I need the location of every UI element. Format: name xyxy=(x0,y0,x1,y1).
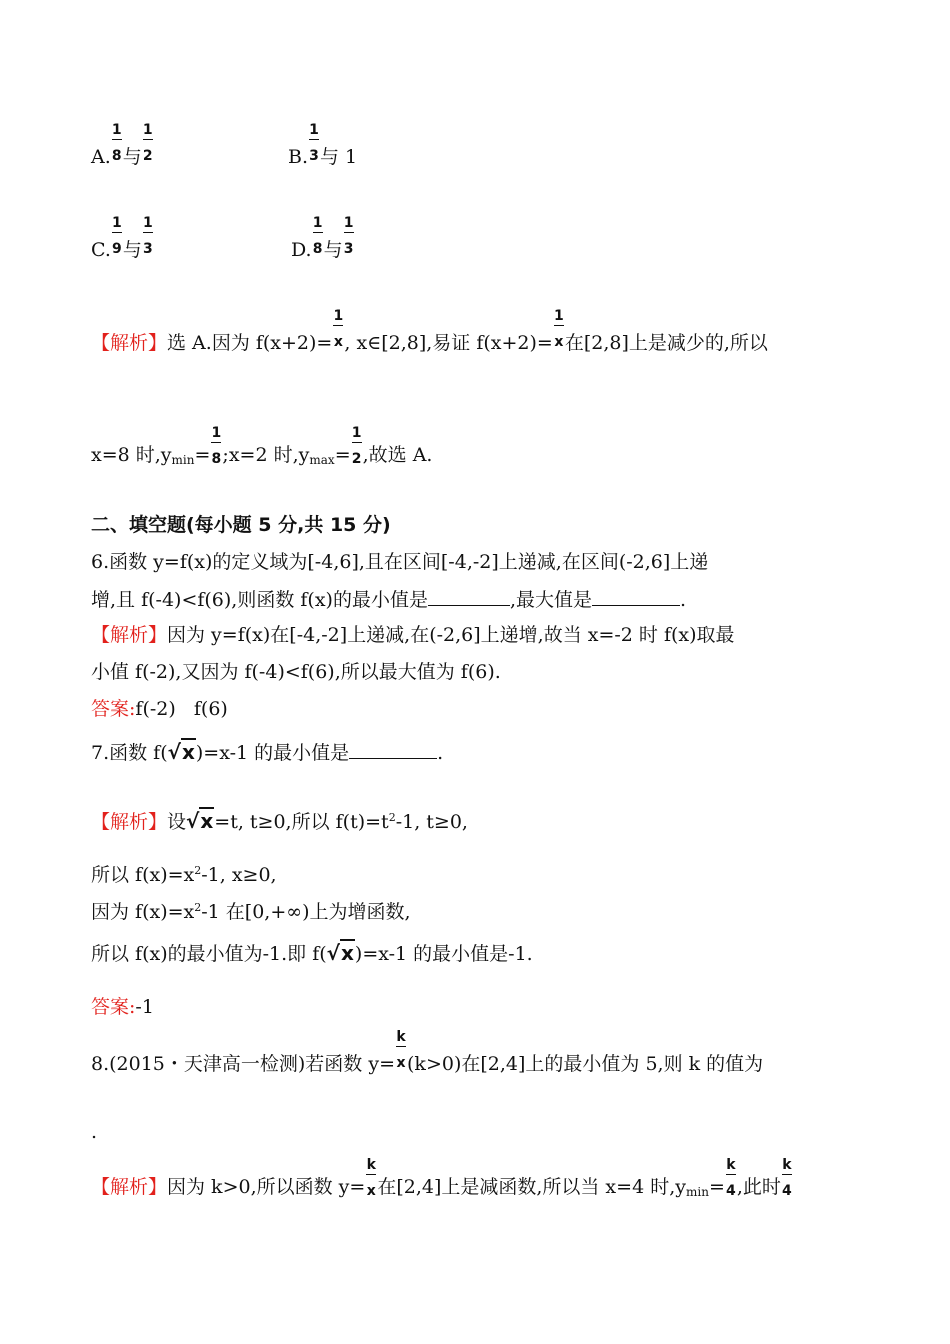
answer-label: 答案: xyxy=(91,698,136,720)
fraction: $\frac{1}{2}$ xyxy=(351,425,362,467)
fraction: $\frac{1}{8}$ xyxy=(312,215,323,257)
analysis-tag: 【解析】 xyxy=(91,811,168,833)
q7-analysis-line4: 所以 f(x)的最小值为-1.即 f(√x)=x-1 的最小值是-1. xyxy=(91,941,533,965)
q6-analysis-line2: 小值 f(-2),又因为 f(-4)<f(6),所以最大值为 f(6). xyxy=(91,661,501,683)
q7-answer xyxy=(91,995,154,1019)
q7-line1: 7.函数 f(√x)=x-1 的最小值是 . xyxy=(91,740,444,764)
sqrt-expression: √x xyxy=(326,941,354,965)
q6-answer xyxy=(91,697,228,721)
fraction: $\frac{1}{3}$ xyxy=(143,215,153,257)
q7-analysis-line3: 因为 $f(x)=x^2-1$ 在[0,+∞)上为增函数, xyxy=(91,901,411,923)
q6-line2: 增,且 f(-4)<f(6),则函数 f(x)的最小值是 ,最大值是 . xyxy=(91,589,687,611)
answer-value: f(-2) f(6) xyxy=(135,698,228,720)
answer-value: -1 xyxy=(135,996,154,1018)
sqrt-expression: √x xyxy=(186,809,214,833)
q8-line1: 8.(2015・天津高一检测)若函数 y= $\frac{k}{x}$ (k>0)在[2,4]上的最小值为 5,则 k 的值为 xyxy=(91,1029,764,1075)
fraction: $\frac{1}{8}$ xyxy=(111,122,122,164)
sqrt-expression: √x xyxy=(167,740,195,764)
fraction: $\frac{1}{9}$ xyxy=(112,215,122,257)
fraction: $\frac{1}{x}$ xyxy=(553,308,564,350)
fraction: $\frac{k}{x}$ xyxy=(396,1029,406,1071)
option-a: A. $\frac{1}{8}$ 与 $\frac{1}{2}$ xyxy=(91,122,153,168)
q6-line1: 6.函数 y=f(x)的定义域为[-4,6],且在区间[-4,-2]上递减,在区间(-2,6]上递 xyxy=(91,551,709,573)
option-d-label: D. xyxy=(291,239,312,261)
option-b-label: B. xyxy=(288,146,309,168)
answer-label: 答案: xyxy=(91,996,136,1018)
analysis-tag: 【解析】 xyxy=(91,332,168,354)
option-c: C. $\frac{1}{9}$ 与 $\frac{1}{3}$ xyxy=(91,215,153,261)
analysis-tag: 【解析】 xyxy=(91,1176,168,1198)
answer-blank[interactable] xyxy=(349,740,437,759)
q8-analysis-line1: 【解析】因为 k>0,所以函数 y= $\frac{k}{x}$ 在[2,4]上是减函数,所以当 x=4 时$,y_{min}=$ $\frac{k}{4}$ ,此时 $\frac{k}{4}$ xyxy=(91,1175,793,1204)
analysis-tag: 【解析】 xyxy=(91,624,168,646)
q6-analysis-line1: 【解析】因为 y=f(x)在[-4,-2]上递减,在(-2,6]上递增,故当 x=-2 时 f(x)取最 xyxy=(91,624,735,646)
fraction: $\frac{k}{x}$ xyxy=(366,1157,376,1199)
option-b: B. $\frac{1}{3}$ 与 1 xyxy=(288,122,358,168)
answer-blank[interactable] xyxy=(428,587,510,606)
option-d: D. $\frac{1}{8}$ 与 $\frac{1}{3}$ xyxy=(291,215,354,261)
option-a-label: A. xyxy=(91,146,111,168)
fraction: $\frac{1}{x}$ xyxy=(333,308,344,350)
q7-analysis-line2: 所以 $f(x)=x^2-1$, x≥0, xyxy=(91,864,277,886)
fraction: $\frac{1}{2}$ xyxy=(142,122,153,164)
fraction: $\frac{1}{3}$ xyxy=(343,215,354,257)
q7-analysis-line1: 【解析】设√x=t, t≥0,所以 $f(t)=t^2-1$, t≥0, xyxy=(91,809,468,833)
fraction: $\frac{k}{4}$ xyxy=(782,1157,792,1199)
fraction: $\frac{1}{8}$ xyxy=(211,425,222,467)
option-c-label: C. xyxy=(91,239,111,261)
q5-analysis-line2: x=8 时$,y_{min}=$ $\frac{1}{8}$ ;x=2 时$,y_{max}=$ $\frac{1}{2}$ ,故选 A. xyxy=(91,443,432,472)
fraction: $\frac{k}{4}$ xyxy=(725,1157,736,1199)
section-heading: 二、填空题(每小题 5 分,共 15 分) xyxy=(91,514,391,536)
q5-analysis-line1: 【解析】选 A.因为 f(x+2)= $\frac{1}{x}$ , x∈[2,8],易证 f(x+2)= $\frac{1}{x}$ 在[2,8]上是减少的,所以 xyxy=(91,308,768,354)
fraction: $\frac{1}{3}$ xyxy=(309,122,319,164)
q8-line2: . xyxy=(91,1121,98,1143)
answer-blank[interactable] xyxy=(592,587,680,606)
